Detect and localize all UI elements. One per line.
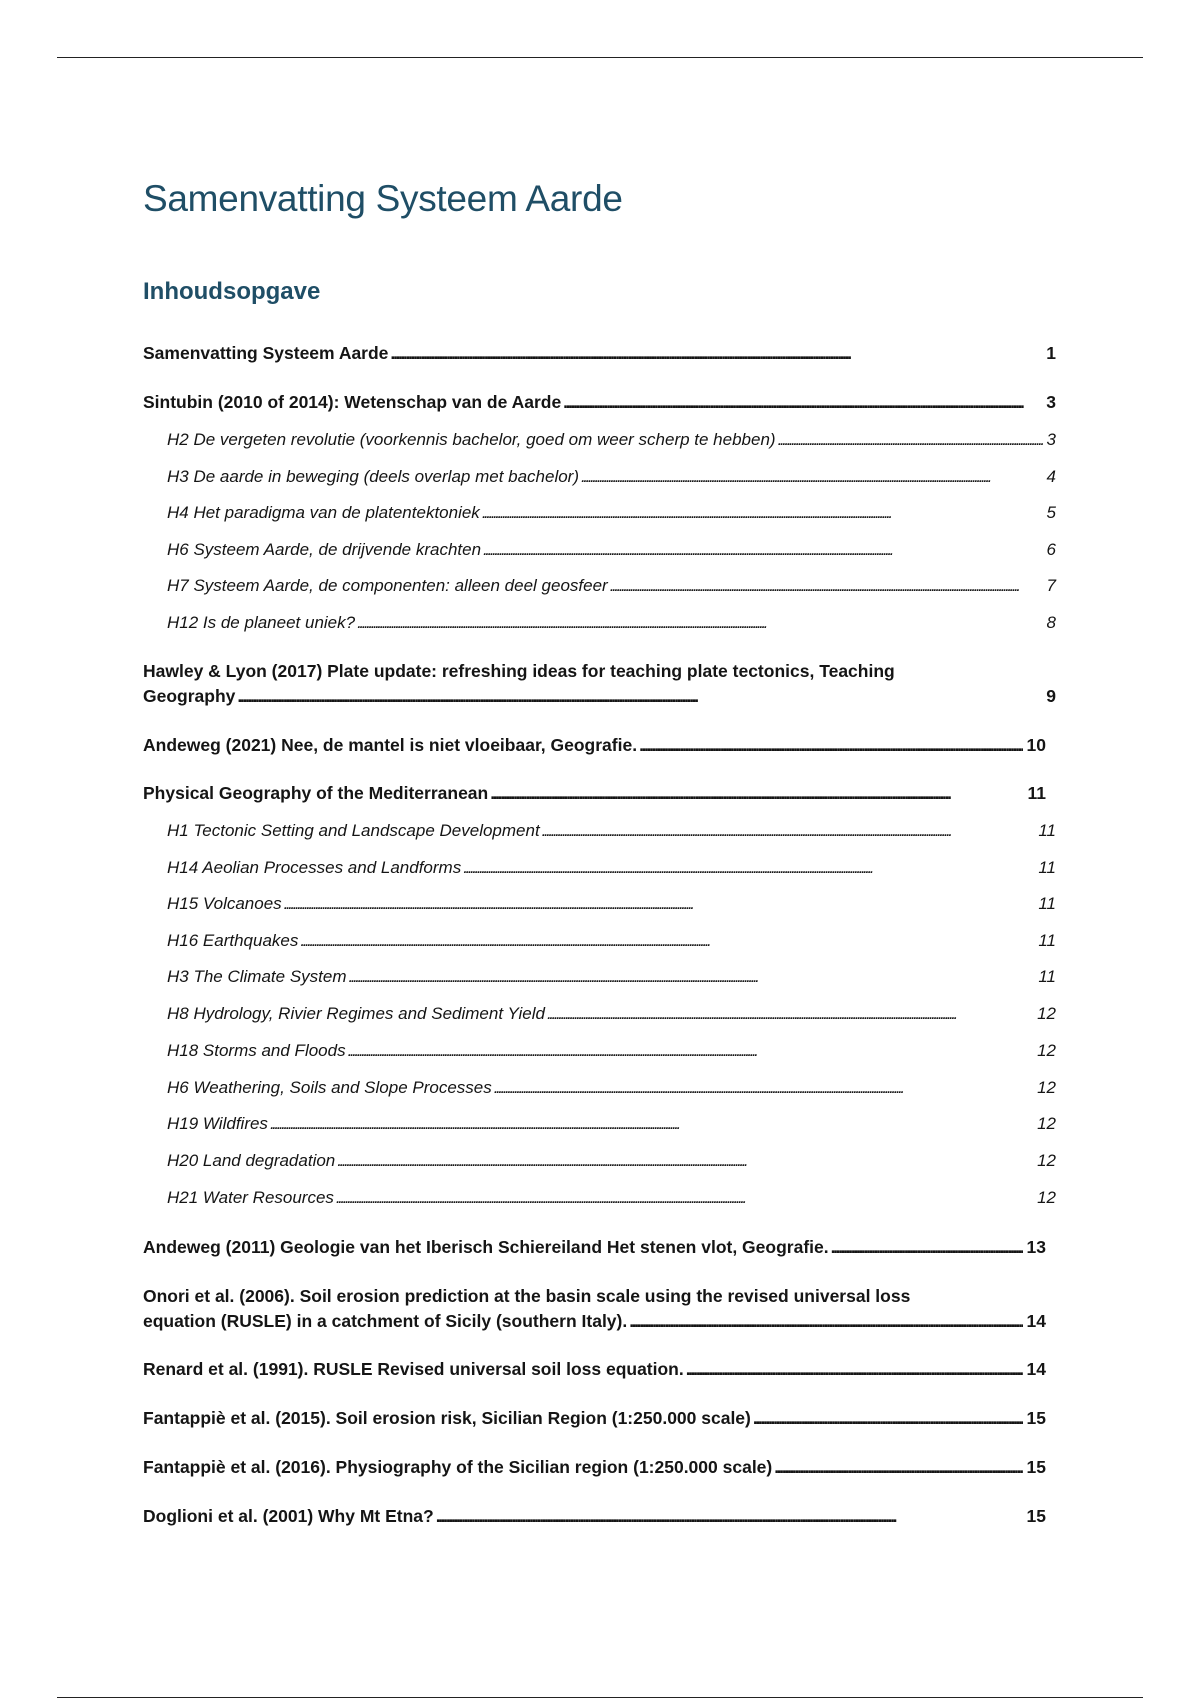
toc-entry[interactable] xyxy=(143,341,1056,366)
toc-page-number: 9 xyxy=(1046,686,1056,706)
toc-subentry[interactable] xyxy=(167,537,1056,562)
document-title: Samenvatting Systeem Aarde xyxy=(143,178,623,219)
toc-entry-title: Fantappiè et al. (2016). Physiography of the Sicilian region (1:250.000 scale) xyxy=(143,1457,773,1477)
toc-subentry[interactable] xyxy=(167,1148,1056,1173)
dot-leader xyxy=(831,1235,1023,1260)
toc-page-number: 15 xyxy=(1026,1457,1046,1477)
toc-entry-title: H2 De vergeten revolutie (voorkennis bachelor, goed om weer scherp te hebben) xyxy=(167,430,776,449)
toc-page-number: 6 xyxy=(1046,540,1056,559)
toc-page-number: 10 xyxy=(1026,735,1046,755)
toc-entry-title: H3 The Climate System xyxy=(167,967,347,986)
toc-entry[interactable] xyxy=(143,1357,1046,1382)
dot-leader xyxy=(348,1038,1033,1063)
toc-page-number: 12 xyxy=(1037,1188,1056,1207)
dot-leader xyxy=(639,733,1022,758)
dot-leader xyxy=(284,891,1035,916)
toc-page-number: 11 xyxy=(1038,931,1056,950)
toc-page-number: 11 xyxy=(1038,894,1056,913)
dot-leader xyxy=(482,500,1043,525)
toc-page-number: 1 xyxy=(1046,343,1056,363)
toc-entry-title: H3 De aarde in beweging (deels overlap met bachelor) xyxy=(167,467,580,486)
dot-leader xyxy=(778,427,1043,452)
toc-entry-title: H16 Earthquakes xyxy=(167,931,299,950)
toc-entry-title: Sintubin (2010 of 2014): Wetenschap van de Aarde xyxy=(143,392,562,412)
toc-entry-title: H6 Systeem Aarde, de drijvende krachten xyxy=(167,540,482,559)
footer-rule xyxy=(57,1697,1143,1698)
toc-entry[interactable] xyxy=(143,390,1056,415)
dot-leader xyxy=(349,964,1035,989)
dot-leader xyxy=(629,1309,1022,1334)
toc-entry[interactable] xyxy=(143,659,1056,709)
toc-entry[interactable] xyxy=(143,781,1046,806)
toc-page-number: 12 xyxy=(1037,1151,1056,1170)
toc-page-number: 11 xyxy=(1027,783,1046,803)
toc-page-number: 11 xyxy=(1038,858,1056,877)
dot-leader xyxy=(753,1406,1023,1431)
dot-leader xyxy=(547,1001,1033,1026)
toc-entry-title: Geography xyxy=(143,686,236,706)
toc-entry-title-line1: Onori et al. (2006). Soil erosion prediction at the basin scale using the revised universal loss xyxy=(143,1286,911,1306)
toc-subentry[interactable] xyxy=(167,500,1056,525)
toc-page-number: 11 xyxy=(1038,821,1056,840)
dot-leader xyxy=(494,1075,1033,1100)
toc-entry-title: H8 Hydrology, Rivier Regimes and Sediment Yield xyxy=(167,1004,545,1023)
toc-subentry[interactable] xyxy=(167,1075,1056,1100)
toc-entry-title: H7 Systeem Aarde, de componenten: alleen deel geosfeer xyxy=(167,576,608,595)
toc-heading: Inhoudsopgave xyxy=(143,278,321,305)
toc-page-number: 12 xyxy=(1037,1004,1056,1023)
dot-leader xyxy=(336,1185,1033,1210)
toc-entry-title: H14 Aeolian Processes and Landforms xyxy=(167,858,462,877)
toc-entry-title: Samenvatting Systeem Aarde xyxy=(143,343,389,363)
toc-subentry[interactable] xyxy=(167,573,1056,598)
toc-entry[interactable] xyxy=(143,1235,1046,1260)
toc-page-number: 15 xyxy=(1026,1506,1046,1526)
toc-entry-title-line1: Hawley & Lyon (2017) Plate update: refreshing ideas for teaching plate tectonics, Teaching xyxy=(143,661,895,681)
toc-entry[interactable] xyxy=(143,1504,1046,1529)
toc-page-number: 4 xyxy=(1046,467,1056,486)
toc-page-number: 15 xyxy=(1026,1408,1046,1428)
toc-page-number: 8 xyxy=(1046,613,1056,632)
dot-leader xyxy=(483,537,1042,562)
toc-entry-title: H19 Wildfires xyxy=(167,1114,268,1133)
dot-leader xyxy=(610,573,1043,598)
toc-page-number: 11 xyxy=(1038,967,1056,986)
toc-entry-title: H6 Weathering, Soils and Slope Processes xyxy=(167,1078,492,1097)
toc-entry-title: H18 Storms and Floods xyxy=(167,1041,346,1060)
toc-subentry[interactable] xyxy=(167,855,1056,880)
toc-subentry[interactable] xyxy=(167,464,1056,489)
toc-page-number: 12 xyxy=(1037,1078,1056,1097)
toc-subentry[interactable] xyxy=(167,818,1056,843)
dot-leader xyxy=(337,1148,1033,1173)
toc-entry-title: H15 Volcanoes xyxy=(167,894,282,913)
toc-page-number: 7 xyxy=(1046,576,1056,595)
toc-entry[interactable] xyxy=(143,1455,1046,1480)
toc-subentry[interactable] xyxy=(167,610,1056,635)
toc-entry-title: H4 Het paradigma van de platentektoniek xyxy=(167,503,480,522)
dot-leader xyxy=(581,464,1043,489)
toc-entry-title: Fantappiè et al. (2015). Soil erosion risk, Sicilian Region (1:250.000 scale) xyxy=(143,1408,751,1428)
dot-leader xyxy=(542,818,1035,843)
dot-leader xyxy=(463,855,1034,880)
dot-leader xyxy=(237,684,1042,709)
toc-page-number: 3 xyxy=(1046,392,1056,412)
toc-entry-title: Andeweg (2021) Nee, de mantel is niet vloeibaar, Geografie. xyxy=(143,735,638,755)
toc-page-number: 12 xyxy=(1037,1041,1056,1060)
toc-entry-title: Andeweg (2011) Geologie van het Iberisch Schiereiland Het stenen vlot, Geografie. xyxy=(143,1237,829,1257)
toc-page-number: 5 xyxy=(1046,503,1056,522)
toc-page-number: 12 xyxy=(1037,1114,1056,1133)
toc-subentry[interactable] xyxy=(167,891,1056,916)
toc-subentry[interactable] xyxy=(167,964,1056,989)
dot-leader xyxy=(300,928,1034,953)
toc-subentry[interactable] xyxy=(167,1038,1056,1063)
toc-entry[interactable] xyxy=(143,1406,1046,1431)
dot-leader xyxy=(686,1357,1023,1382)
toc-entry-title: Renard et al. (1991). RUSLE Revised universal soil loss equation. xyxy=(143,1359,684,1379)
dot-leader xyxy=(270,1111,1033,1136)
toc-page-number: 3 xyxy=(1046,430,1056,449)
toc-entry-title: H12 Is de planeet uniek? xyxy=(167,613,356,632)
toc-page-number: 13 xyxy=(1026,1237,1046,1257)
dot-leader xyxy=(490,781,1023,806)
toc-entry[interactable] xyxy=(143,1284,1046,1334)
dot-leader xyxy=(436,1504,1023,1529)
toc-entry-title: H21 Water Resources xyxy=(167,1188,334,1207)
toc-entry-title: Physical Geography of the Mediterranean xyxy=(143,783,489,803)
toc-subentry[interactable] xyxy=(167,1001,1056,1026)
toc-page-number: 14 xyxy=(1026,1359,1046,1379)
toc-subentry[interactable] xyxy=(167,1111,1056,1136)
toc-subentry[interactable] xyxy=(167,1185,1056,1210)
dot-leader xyxy=(774,1455,1022,1480)
toc-entry-title: Doglioni et al. (2001) Why Mt Etna? xyxy=(143,1506,434,1526)
toc-subentry[interactable] xyxy=(167,427,1056,452)
toc-entry[interactable] xyxy=(143,733,1046,758)
dot-leader xyxy=(390,341,1042,366)
dot-leader xyxy=(563,390,1042,415)
toc-subentry[interactable] xyxy=(167,928,1056,953)
toc-entry-title: equation (RUSLE) in a catchment of Sicily (southern Italy). xyxy=(143,1311,628,1331)
toc-page-number: 14 xyxy=(1026,1311,1046,1331)
dot-leader xyxy=(357,610,1042,635)
toc-entry-title: H20 Land degradation xyxy=(167,1151,336,1170)
toc-entry-title: H1 Tectonic Setting and Landscape Development xyxy=(167,821,540,840)
